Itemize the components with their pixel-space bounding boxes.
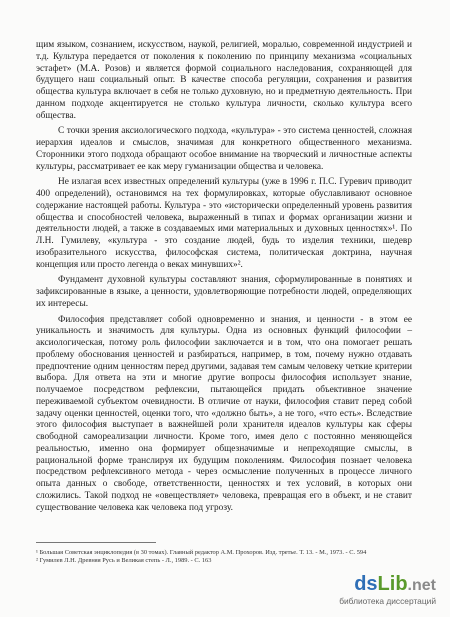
footnote-divider	[36, 542, 156, 543]
paragraph-2: С точки зрения аксиологического подхода, «культура» - это система ценностей, сложная иерархия идеалов и смыслов, значимая для конкретного общественного механизма. Сторонники этого подхода обращают особое внимание на творческий и личностные аспекты культуры, рассматривает ее как меру гуманизации общества и человека.	[36, 126, 412, 172]
paragraph-1: щим языком, сознанием, искусством, наукой, религией, моралью, современной индустрией и т.д. Культура передается от поколения к поколению по принципу механизма «социальных эстафет» (М.А. Розов) и является формой социального наследования, сохраняющей для будущего наш социальный опыт. В качестве способа регуляции, сохранения и развития общества культура включает в себя не только духовную, но и предметную деятельность. При данном подходе акцентируется не столько культура личности, сколько культура всего общества.	[36, 40, 412, 121]
logo-ds: ds	[354, 573, 378, 595]
logo-subtitle: библиотека диссертаций	[339, 596, 436, 606]
paragraph-5: Философия представляет собой одновременно и знания, и ценности - в этом ее уникальность и значимость для культуры. Одна из основных функций философии – аксиологическая, потому роль философии заключается и в том, что она помогает решать проблему обоснования ценностей и разбираться, например, в том, почему нужно отдавать предпочтение одним ценностям перед другими, задавая тем самым человеку четкие критерии выбора. Для ответа на эти и многие другие вопросы философия использует знание, получаемое посредством рефлексии, пытающейся придать объективное значение переживаемой субъектом очевидности. В отличие от науки, философия ставит перед собой задачу оценки ценностей, оценки того, что «должно быть», а не того, «что есть». Вследствие этого философия выступает в важнейшей роли хранителя идеалов культуры как сферы свободной самореализации личности. Кроме того, имея дело с постоянно меняющейся реальностью, именно она формирует общезначимые и непреходящие смыслы, в рациональной форме транслируя их будущим поколениям. Философия познает человека посредством рефлексивного метода - через осмысление полученных в процессе личного опыта данных о свободе, ответственности, ценностях и тех условий, в которых они сложились. Такой подход не «овеществляет» человека, превращая его в объект, и не ставит существование человека как человека под угрозу.	[36, 314, 412, 513]
paragraph-4: Фундамент духовной культуры составляют знания, сформулированные в понятиях и зафиксированные в языке, а ценности, удовлетворяющие потребности людей, определяющих их интересы.	[36, 275, 412, 309]
logo-lib: Lib	[377, 573, 408, 595]
footnotes	[36, 542, 412, 565]
body-text	[36, 40, 412, 518]
logo-wordmark	[354, 573, 436, 596]
footnote-2: ² Гумилев Л.Н. Древняя Русь и Великая степь - Л., 1989. - С. 163	[36, 557, 212, 564]
paragraph-3: Не излагая всех известных определений культуры (уже в 1996 г. П.С. Гуревич приводит 400 определений), остановимся на тех формулировках, которые обуславливают основное содержание настоящей работы. Культура - это «исторически определенный уровень развития общества и способностей человека, выраженный в типах и формах организации жизни и деятельности людей, а также в создаваемых ими материальных и духовных ценностях»¹. По Л.Н. Гумилеву, «культура - это создание людей, будь то изделия техники, шедевр изобразительного искусства, философская система, политическая доктрина, научная концепция или просто легенда о веках минувших»².	[36, 177, 412, 270]
logo-net: .net	[407, 577, 436, 594]
dslib-watermark-logo	[296, 573, 436, 609]
footnote-1: ¹ Большая Советская энциклопедия (в 30 томах). Главный редактор А.М. Прохоров. Изд. третье. Т. 13. - М., 1973. - С. 594	[36, 549, 367, 556]
